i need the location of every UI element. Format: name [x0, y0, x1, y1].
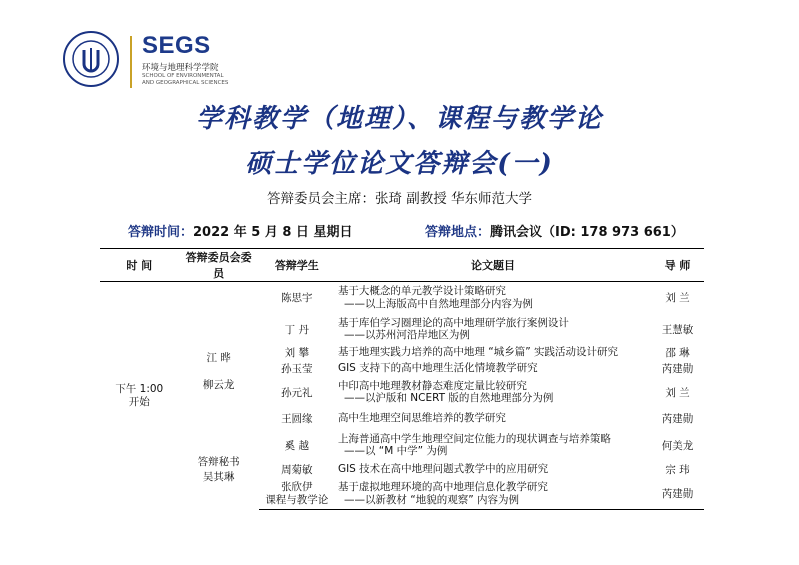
- thesis-title: GIS 支持下的高中地理生活化情境教学研究: [337, 362, 538, 375]
- page-title-line1: 学科教学（地理）、课程与教学论: [195, 104, 603, 134]
- committee-chair: 答辩委员会主席：张琦 副教授 华东师范大学: [266, 191, 533, 207]
- student-name: 丁 丹: [284, 323, 309, 336]
- header-time: 时 间: [100, 249, 179, 282]
- defense-place-label: 答辩地点：: [425, 225, 491, 240]
- header-committee: 答辩委员会委员: [179, 249, 259, 282]
- school-logo-mark: SEGS: [142, 32, 211, 59]
- advisor-name: 何美龙: [661, 439, 694, 452]
- advisor-name: 王慧敏: [661, 323, 694, 336]
- table-row: [100, 282, 704, 314]
- header-advisor: 导 师: [651, 249, 704, 282]
- header: [62, 30, 362, 92]
- school-name-cn: 环境与地理科学学院: [142, 63, 219, 73]
- student-name: 王圆缘: [281, 413, 313, 425]
- secretary-label: 答辩秘书: [197, 455, 240, 468]
- thesis-topic: [335, 314, 651, 345]
- thesis-topic: [335, 361, 651, 377]
- thesis-title: 基于虚拟地理环境的高中地理信息化教学研究: [337, 481, 548, 494]
- thesis-topic: [335, 430, 651, 461]
- thesis-subtitle: ——以上海版高中自然地理部分内容为例: [343, 297, 533, 310]
- thesis-topic: [335, 461, 651, 479]
- thesis-subtitle: ——以 “M 中学” 为例: [343, 445, 448, 457]
- header-divider: [130, 36, 132, 88]
- student-program: 课程与教学论: [265, 493, 329, 506]
- student-name: 孙玉莹: [281, 363, 313, 375]
- school-name-en-2: AND GEOGRAPHICAL SCIENCES: [142, 80, 229, 86]
- university-seal-icon: [62, 30, 120, 88]
- advisor-name: 刘 兰: [665, 386, 690, 399]
- student-name: 刘 攀: [284, 347, 309, 359]
- thesis-topic: [335, 345, 651, 361]
- thesis-topic: [335, 479, 651, 510]
- thesis-subtitle: ——以沪版和 NCERT 版的自然地理部分为例: [343, 392, 554, 404]
- table-row: [100, 430, 704, 461]
- thesis-title: 基于大概念的单元教学设计策略研究: [337, 285, 506, 298]
- advisor-name: 宗 玮: [665, 464, 690, 476]
- thesis-title: 高中生地理空间思维培养的教学研究: [337, 412, 506, 425]
- committee-member-1: 江 晔: [206, 352, 231, 365]
- school-logo: [142, 32, 228, 87]
- defense-place-value: 腾讯会议（ID: 178 973 661）: [490, 225, 684, 240]
- secretary-name: 吴其琳: [202, 471, 235, 483]
- student-name: 陈思宇: [281, 292, 313, 305]
- thesis-title: 中印高中地理教材静态难度定量比较研究: [337, 379, 527, 392]
- advisor-name: 芮建勋: [661, 363, 694, 375]
- thesis-subtitle: ——以新教材 “地貌的观察” 内容为例: [343, 493, 519, 506]
- header-student: 答辩学生: [259, 249, 335, 282]
- committee-cell: [179, 282, 259, 430]
- student-name: 奚 越: [284, 439, 309, 452]
- committee-member-2: 柳云龙: [202, 378, 235, 391]
- thesis-title: 基于地理实践力培养的高中地理 “城乡篇” 实践活动设计研究: [337, 346, 618, 359]
- thesis-subtitle: ——以苏州河沿岸地区为例: [343, 329, 470, 341]
- thesis-topic: [335, 282, 651, 314]
- thesis-topic: [335, 408, 651, 430]
- time-cell-line2: 开始: [128, 395, 150, 408]
- page-title-line2: 硕士学位论文答辩会(一): [245, 149, 554, 179]
- school-name-en-1: SCHOOL OF ENVIRONMENTAL: [142, 73, 224, 79]
- thesis-title: GIS 技术在高中地理问题式教学中的应用研究: [337, 463, 549, 476]
- defense-time-value: 2022 年 5 月 8 日 星期日: [193, 225, 353, 240]
- student-name: 孙元礼: [281, 386, 313, 399]
- defense-time-label: 答辩时间：: [128, 225, 194, 240]
- thesis-title: 基于库伯学习圈理论的高中地理研学旅行案例设计: [337, 316, 569, 329]
- time-cell: [100, 282, 179, 510]
- header-topic: 论文题目: [335, 249, 651, 282]
- advisor-name: 芮建勋: [651, 479, 704, 510]
- student-name-cell: [259, 479, 335, 510]
- secretary-cell: [179, 430, 259, 510]
- thesis-title: 上海普通高中学生地理空间定位能力的现状调查与培养策略: [337, 432, 611, 445]
- advisor-name: 刘 兰: [665, 292, 690, 305]
- advisor-name: 芮建勋: [661, 413, 694, 425]
- defense-place: [425, 221, 684, 240]
- time-cell-line1: 下午 1:00: [115, 383, 164, 396]
- student-name: 张欣伊: [281, 481, 313, 494]
- advisor-name: 邵 琳: [665, 347, 690, 359]
- thesis-topic: [335, 377, 651, 408]
- student-name: 周菊敏: [281, 464, 313, 476]
- schedule-table: [100, 248, 704, 510]
- defense-time: [128, 221, 352, 240]
- table-header-row: [100, 249, 704, 282]
